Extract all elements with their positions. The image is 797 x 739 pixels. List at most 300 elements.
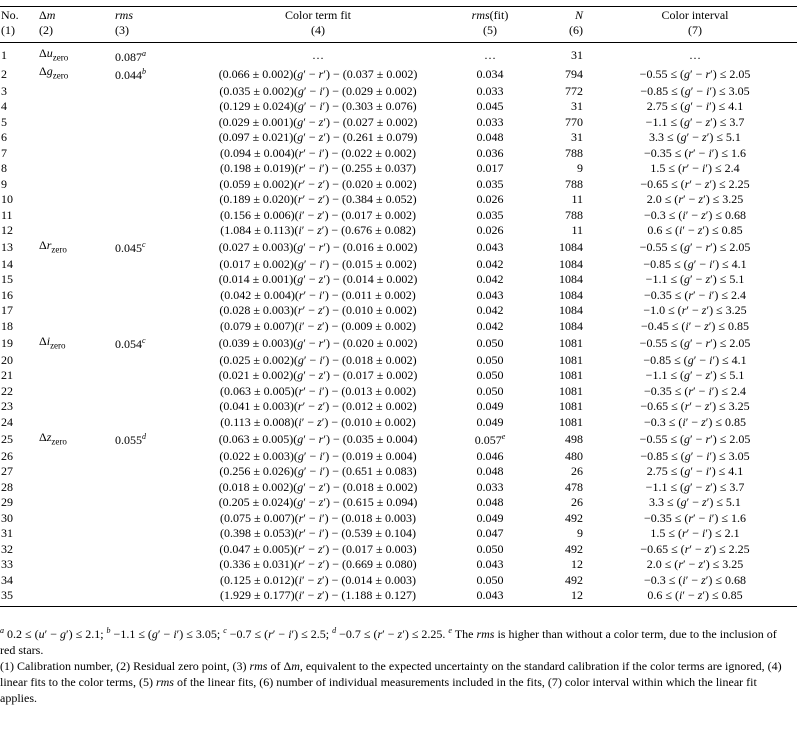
header-no: No.: [0, 7, 37, 23]
cell-delta-m: [37, 448, 113, 464]
table-row: [0, 463, 797, 479]
cell-n-measurements: 772: [565, 83, 583, 98]
cell-color-interval: 3.3 ≤ (g′ − z′) ≤ 5.1: [649, 130, 741, 145]
cell-row-number: 4: [1, 99, 7, 114]
cell-delta-m: [37, 479, 113, 495]
cell-rms-fit: 0.042: [476, 303, 504, 318]
header-delta-m: Δm: [37, 7, 113, 23]
cell-n-measurements: 1084: [559, 256, 583, 271]
cell-rms-value: [113, 176, 185, 192]
cell-rms-fit: 0.043: [476, 557, 504, 572]
header-num-7: (7): [593, 23, 797, 43]
cell-n-measurements: 788: [565, 176, 583, 191]
table-row: [0, 129, 797, 145]
cell-n-measurements: 1081: [559, 383, 583, 398]
cell-color-term-fit: (0.014 ± 0.001)(g′ − z′) − (0.014 ± 0.002): [218, 272, 418, 287]
cell-delta-m: [37, 352, 113, 368]
cell-rms-value: [113, 399, 185, 415]
cell-rms-fit: 0.017: [476, 161, 504, 176]
cell-rms-fit: 0.050: [476, 541, 504, 556]
cell-color-interval: −1.1 ≤ (g′ − z′) ≤ 3.7: [645, 114, 745, 129]
cell-color-term-fit: (0.063 ± 0.005)(r′ − i′) − (0.013 ± 0.002): [220, 383, 416, 398]
cell-rms-value: [113, 222, 185, 238]
cell-rms-value: 0.054$^c$: [115, 336, 146, 352]
cell-row-number: 8: [1, 161, 7, 176]
cell-row-number: 25: [1, 431, 13, 446]
cell-color-interval: −0.3 ≤ (i′ − z′) ≤ 0.68: [644, 572, 746, 587]
cell-row-number: 18: [1, 318, 13, 333]
cell-row-number: 6: [1, 130, 7, 145]
table-row: [0, 114, 797, 130]
cell-rms-value: [113, 160, 185, 176]
table-row: [0, 256, 797, 272]
cell-color-interval: −0.85 ≤ (g′ − i′) ≤ 3.05: [640, 448, 750, 463]
cell-color-term-fit: (0.018 ± 0.002)(g′ − z′) − (0.018 ± 0.002): [218, 479, 418, 494]
cell-rms-fit: 0.036: [476, 145, 504, 160]
color-term-table: [0, 6, 797, 607]
table-row: [0, 399, 797, 415]
cell-row-number: 29: [1, 495, 13, 510]
cell-row-number: 31: [1, 526, 13, 541]
table-row: [0, 287, 797, 303]
cell-rms-fit: 0.049: [476, 414, 504, 429]
cell-rms-fit: 0.045: [476, 99, 504, 114]
cell-delta-m: [37, 368, 113, 384]
cell-color-term-fit: (0.022 ± 0.003)(g′ − i′) − (0.019 ± 0.004): [219, 448, 417, 463]
table-row: [0, 430, 797, 448]
table-row: [0, 587, 797, 606]
cell-color-term-fit: (0.113 ± 0.008)(i′ − z′) − (0.010 ± 0.002): [220, 414, 416, 429]
cell-delta-m: [37, 176, 113, 192]
cell-color-interval: −1.1 ≤ (g′ − z′) ≤ 3.7: [645, 479, 745, 494]
cell-rms-fit: 0.035: [476, 207, 504, 222]
cell-rms-value: [113, 256, 185, 272]
cell-delta-m: [37, 191, 113, 207]
cell-color-term-fit: (0.256 ± 0.026)(g′ − i′) − (0.651 ± 0.083): [219, 464, 417, 479]
cell-row-number: 20: [1, 352, 13, 367]
cell-rms-value: [113, 352, 185, 368]
cell-delta-m: [37, 256, 113, 272]
cell-color-interval: −0.45 ≤ (i′ − z′) ≤ 0.85: [641, 318, 749, 333]
cell-color-interval: −0.55 ≤ (g′ − r′) ≤ 2.05: [639, 66, 751, 81]
cell-rms-value: [113, 287, 185, 303]
cell-color-term-fit: (0.097 ± 0.021)(g′ − z′) − (0.261 ± 0.079): [218, 130, 418, 145]
cell-rms-value: 0.044$^b$: [115, 67, 146, 83]
cell-rms-fit: 0.047: [476, 526, 504, 541]
cell-row-number: 32: [1, 541, 13, 556]
cell-n-measurements: 1084: [559, 318, 583, 333]
cell-delta-m: [37, 222, 113, 238]
cell-color-interval: −0.85 ≤ (g′ − i′) ≤ 4.1: [643, 352, 747, 367]
cell-n-measurements: 788: [565, 145, 583, 160]
cell-rms-fit: 0.034: [476, 66, 504, 81]
cell-color-term-fit: (0.059 ± 0.002)(r′ − z′) − (0.020 ± 0.002): [219, 176, 417, 191]
cell-row-number: 23: [1, 399, 13, 414]
cell-color-interval: 2.75 ≤ (g′ − i′) ≤ 4.1: [646, 464, 744, 479]
header-num-1: (1): [0, 23, 37, 43]
cell-row-number: 12: [1, 223, 13, 238]
cell-color-interval: −0.55 ≤ (g′ − r′) ≤ 2.05: [639, 335, 751, 350]
cell-delta-m: $\Delta u_{zero}$: [39, 46, 69, 63]
table-row: [0, 207, 797, 223]
header-num-2: (2): [37, 23, 113, 43]
cell-color-term-fit: (0.094 ± 0.004)(r′ − i′) − (0.022 ± 0.002): [220, 145, 416, 160]
cell-row-number: 3: [1, 83, 7, 98]
cell-rms-value: [113, 207, 185, 223]
cell-rms-fit: 0.050: [476, 335, 504, 350]
table-row: [0, 448, 797, 464]
cell-row-number: 16: [1, 287, 13, 302]
cell-rms-value: [113, 587, 185, 606]
header-row-labels: [0, 7, 797, 23]
cell-rms-value: [113, 463, 185, 479]
header-n: N: [529, 7, 593, 23]
cell-rms-fit: 0.048: [476, 495, 504, 510]
cell-color-interval: 2.75 ≤ (g′ − i′) ≤ 4.1: [646, 99, 744, 114]
cell-n-measurements: 11: [571, 223, 583, 238]
cell-row-number: 30: [1, 510, 13, 525]
cell-color-term-fit: (0.041 ± 0.003)(r′ − z′) − (0.012 ± 0.002): [219, 399, 417, 414]
cell-delta-m: [37, 510, 113, 526]
cell-row-number: 24: [1, 414, 13, 429]
cell-rms-value: [113, 83, 185, 99]
header-num-5: (5): [451, 23, 529, 43]
table-row: [0, 334, 797, 352]
table-row: [0, 368, 797, 384]
cell-rms-value: [113, 510, 185, 526]
cell-rms-fit: 0.049: [476, 399, 504, 414]
cell-row-number: 22: [1, 383, 13, 398]
cell-color-interval: 2.0 ≤ (r′ − z′) ≤ 3.25: [646, 192, 744, 207]
cell-n-measurements: 26: [571, 464, 583, 479]
table-row: [0, 556, 797, 572]
cell-color-term-fit: (0.039 ± 0.003)(g′ − r′) − (0.020 ± 0.002): [218, 335, 418, 350]
cell-row-number: 15: [1, 272, 13, 287]
cell-color-interval: 3.3 ≤ (g′ − z′) ≤ 5.1: [649, 495, 741, 510]
cell-color-interval: …: [689, 48, 701, 63]
cell-color-term-fit: (0.027 ± 0.003)(g′ − r′) − (0.016 ± 0.002): [218, 239, 418, 254]
cell-color-interval: 0.6 ≤ (i′ − z′) ≤ 0.85: [593, 587, 797, 606]
cell-n-measurements: 794: [565, 66, 583, 81]
table-row: [0, 64, 797, 82]
table-row: [0, 176, 797, 192]
cell-color-interval: 0.6 ≤ (i′ − z′) ≤ 0.85: [647, 223, 743, 238]
cell-color-interval: −0.35 ≤ (r′ − i′) ≤ 1.6: [644, 145, 746, 160]
cell-rms-fit: 0.048: [476, 464, 504, 479]
cell-row-number: 21: [1, 368, 13, 383]
cell-rms-value: [113, 556, 185, 572]
cell-color-term-fit: (1.929 ± 0.177)(i′ − z′) − (1.188 ± 0.127): [185, 587, 451, 606]
cell-delta-m: [37, 414, 113, 430]
cell-n-measurements: 1084: [559, 239, 583, 254]
cell-n-measurements: 1081: [559, 335, 583, 350]
cell-row-number: 34: [1, 572, 13, 587]
cell-color-interval: −1.1 ≤ (g′ − z′) ≤ 5.1: [645, 368, 745, 383]
cell-color-term-fit: (0.021 ± 0.002)(g′ − z′) − (0.017 ± 0.002): [218, 368, 418, 383]
cell-n-measurements: 1081: [559, 414, 583, 429]
cell-color-interval: −0.3 ≤ (i′ − z′) ≤ 0.85: [644, 414, 746, 429]
cell-rms-value: [113, 448, 185, 464]
cell-rms-fit: 0.046: [476, 448, 504, 463]
cell-n-measurements: 492: [565, 572, 583, 587]
cell-delta-m: [37, 541, 113, 557]
cell-row-number: 26: [1, 448, 13, 463]
cell-rms-fit: 0.043: [476, 287, 504, 302]
cell-delta-m: [37, 272, 113, 288]
table-row: [0, 494, 797, 510]
cell-n-measurements: 11: [571, 192, 583, 207]
table-row: [0, 303, 797, 319]
cell-color-interval: −0.65 ≤ (r′ − z′) ≤ 3.25: [640, 399, 750, 414]
cell-delta-m: $\Delta z_{zero}$: [39, 429, 67, 446]
cell-n-measurements: 478: [565, 479, 583, 494]
table-row: [0, 272, 797, 288]
table-row: [0, 83, 797, 99]
cell-n-measurements: 9: [577, 526, 583, 541]
cell-rms-value: 0.087$^a$: [115, 48, 146, 64]
cell-rms-fit: 0.042: [476, 272, 504, 287]
cell-row-number: 5: [1, 114, 7, 129]
cell-n-measurements: 1084: [559, 272, 583, 287]
table-row: [0, 318, 797, 334]
cell-color-term-fit: (0.025 ± 0.002)(g′ − i′) − (0.018 ± 0.002): [219, 352, 417, 367]
cell-rms-fit: 0.042: [476, 318, 504, 333]
cell-row-number: 35: [0, 587, 37, 606]
cell-color-interval: −1.1 ≤ (g′ − z′) ≤ 5.1: [645, 272, 745, 287]
cell-row-number: 33: [1, 557, 13, 572]
cell-n-measurements: 26: [571, 495, 583, 510]
cell-rms-value: [113, 272, 185, 288]
cell-color-interval: −0.35 ≤ (r′ − i′) ≤ 2.4: [644, 287, 746, 302]
cell-color-interval: −0.55 ≤ (g′ − r′) ≤ 2.05: [639, 239, 751, 254]
cell-row-number: 10: [1, 192, 13, 207]
cell-rms-value: [113, 572, 185, 588]
cell-row-number: 13: [1, 239, 13, 254]
cell-rms-fit: 0.043: [451, 587, 529, 606]
cell-rms-fit: 0.033: [476, 479, 504, 494]
cell-rms-fit: 0.026: [476, 223, 504, 238]
cell-delta-m: $\Delta r_{zero}$: [39, 237, 67, 255]
cell-color-term-fit: (0.398 ± 0.053)(r′ − i′) − (0.539 ± 0.104): [220, 526, 416, 541]
cell-rms-value: 0.055$^d$: [115, 432, 146, 448]
cell-rms-value: [113, 383, 185, 399]
cell-n-measurements: 9: [577, 161, 583, 176]
table-row: [0, 352, 797, 368]
cell-color-term-fit: (0.079 ± 0.007)(i′ − z′) − (0.009 ± 0.002): [220, 318, 416, 333]
cell-delta-m: [37, 463, 113, 479]
cell-rms-fit: 0.057e: [474, 432, 506, 448]
cell-color-interval: −0.3 ≤ (i′ − z′) ≤ 0.68: [644, 207, 746, 222]
cell-n-measurements: 1081: [559, 352, 583, 367]
cell-n-measurements: 31: [571, 130, 583, 145]
cell-rms-fit: 0.042: [476, 256, 504, 271]
header-row-numbers: [0, 23, 797, 43]
cell-rms-fit: 0.050: [476, 368, 504, 383]
table-row: [0, 222, 797, 238]
cell-n-measurements: 1081: [559, 368, 583, 383]
cell-rms-value: [113, 191, 185, 207]
cell-color-term-fit: (0.047 ± 0.005)(r′ − z′) − (0.017 ± 0.003): [219, 541, 417, 556]
cell-rms-value: [113, 414, 185, 430]
cell-rms-value: [113, 303, 185, 319]
header-rms: rms: [113, 7, 185, 23]
cell-n-measurements: 31: [571, 99, 583, 114]
cell-rms-fit: …: [484, 48, 496, 63]
cell-n-measurements: 1084: [559, 303, 583, 318]
table-row: [0, 238, 797, 256]
table-row: [0, 145, 797, 161]
cell-n-measurements: 492: [565, 510, 583, 525]
cell-rms-value: [113, 145, 185, 161]
cell-rms-value: 0.045$^c$: [115, 240, 146, 256]
header-rms-fit: rms(fit): [451, 7, 529, 23]
cell-row-number: 11: [1, 207, 13, 222]
cell-color-interval: −0.65 ≤ (r′ − z′) ≤ 2.25: [640, 176, 750, 191]
cell-row-number: 17: [1, 303, 13, 318]
cell-delta-m: [37, 129, 113, 145]
cell-delta-m: [37, 399, 113, 415]
column-descriptions: (1) Calibration number, (2) Residual zero point, (3) rms of Δm, equivalent to the expected uncertainty on the standard calibration if the color terms are ignored, (4) linear fits to the color terms, (5) rms of the linear fits, (6) number of individual measurements included in the fits, (7) color interval within which the linear fit applies.: [0, 659, 782, 705]
cell-n-measurements: 492: [565, 541, 583, 556]
cell-rms-value: [113, 494, 185, 510]
cell-color-interval: −0.85 ≤ (g′ − i′) ≤ 4.1: [643, 256, 747, 271]
cell-delta-m: [37, 383, 113, 399]
cell-color-term-fit: (0.156 ± 0.006)(i′ − z′) − (0.017 ± 0.002): [220, 207, 416, 222]
cell-n-measurements: 480: [565, 448, 583, 463]
cell-color-interval: −1.0 ≤ (r′ − z′) ≤ 3.25: [643, 303, 747, 318]
cell-color-term-fit: (0.017 ± 0.002)(g′ − i′) − (0.015 ± 0.002): [219, 256, 417, 271]
cell-rms-fit: 0.033: [476, 83, 504, 98]
cell-rms-value: [113, 525, 185, 541]
header-color-interval: Color interval: [593, 7, 797, 23]
cell-delta-m: [37, 98, 113, 114]
cell-color-term-fit: (0.066 ± 0.002)(g′ − r′) − (0.037 ± 0.002): [218, 66, 418, 81]
cell-rms-fit: 0.035: [476, 176, 504, 191]
cell-color-interval: −0.55 ≤ (g′ − r′) ≤ 2.05: [639, 431, 751, 446]
cell-n-measurements: 1081: [559, 399, 583, 414]
cell-rms-fit: 0.043: [476, 239, 504, 254]
cell-color-interval: −0.85 ≤ (g′ − i′) ≤ 3.05: [640, 83, 750, 98]
cell-row-number: 7: [1, 145, 7, 160]
cell-color-interval: 2.0 ≤ (r′ − z′) ≤ 3.25: [646, 557, 744, 572]
cell-rms-value: [113, 114, 185, 130]
cell-delta-m: [37, 572, 113, 588]
cell-delta-m: [37, 114, 113, 130]
cell-color-term-fit: (0.063 ± 0.005)(g′ − r′) − (0.035 ± 0.004): [218, 431, 418, 446]
cell-color-interval: 1.5 ≤ (r′ − i′) ≤ 2.4: [650, 161, 740, 176]
cell-delta-m: [37, 83, 113, 99]
cell-rms-fit: 0.048: [476, 130, 504, 145]
header-color-term-fit: Color term fit: [185, 7, 451, 23]
cell-rms-fit: 0.026: [476, 192, 504, 207]
table-notes: [0, 626, 795, 706]
cell-delta-m: $\Delta i_{zero}$: [39, 333, 66, 351]
table-row: [0, 572, 797, 588]
table-row: [0, 383, 797, 399]
cell-n-measurements: 31: [571, 48, 583, 63]
cell-row-number: 1: [1, 48, 7, 63]
cell-color-term-fit: (0.125 ± 0.012)(i′ − z′) − (0.014 ± 0.003): [220, 572, 416, 587]
cell-delta-m: [37, 318, 113, 334]
cell-n-measurements: 788: [565, 207, 583, 222]
cell-color-term-fit: (0.075 ± 0.007)(r′ − i′) − (0.018 ± 0.003): [220, 510, 416, 525]
cell-rms-value: [113, 318, 185, 334]
cell-row-number: 19: [1, 335, 13, 350]
cell-color-term-fit: …: [312, 48, 324, 63]
footnote-line: $^a$ 0.2 ≤ (u′ − g′) ≤ 2.1; $^b$ −1.1 ≤ (g′ − i′) ≤ 3.05; $^c$ −0.7 ≤ (r′ − i′) ≤ 2.5; $^d$ −0.7 ≤ (r′ − z′) ≤ 2.25. $^e$ The rms is higher than without a color term, due to the inclusion of red stars.: [0, 626, 777, 657]
cell-row-number: 28: [1, 479, 13, 494]
cell-delta-m: [37, 587, 113, 606]
cell-delta-m: [37, 287, 113, 303]
cell-delta-m: [37, 525, 113, 541]
cell-rms-value: [113, 479, 185, 495]
cell-rms-value: [113, 98, 185, 114]
cell-n-measurements: 498: [565, 431, 583, 446]
cell-color-interval: −0.35 ≤ (r′ − i′) ≤ 2.4: [644, 383, 746, 398]
cell-rms-value: [113, 368, 185, 384]
cell-color-term-fit: (0.035 ± 0.002)(g′ − i′) − (0.029 ± 0.002): [219, 83, 417, 98]
cell-color-term-fit: (0.205 ± 0.024)(g′ − z′) − (0.615 ± 0.094): [218, 495, 418, 510]
table-row: [0, 525, 797, 541]
header-num-6: (6): [529, 23, 593, 43]
cell-color-term-fit: (0.029 ± 0.001)(g′ − z′) − (0.027 ± 0.002): [218, 114, 418, 129]
cell-delta-m: [37, 207, 113, 223]
cell-delta-m: [37, 303, 113, 319]
cell-delta-m: [37, 145, 113, 161]
header-num-4: (4): [185, 23, 451, 43]
cell-row-number: 14: [1, 256, 13, 271]
table-row: [0, 98, 797, 114]
cell-rms-value: [113, 129, 185, 145]
cell-n-measurements: 12: [529, 587, 593, 606]
table-row: [0, 160, 797, 176]
cell-n-measurements: 12: [571, 557, 583, 572]
cell-color-interval: −0.35 ≤ (r′ − i′) ≤ 1.6: [644, 510, 746, 525]
cell-n-measurements: 770: [565, 114, 583, 129]
cell-rms-fit: 0.050: [476, 383, 504, 398]
cell-delta-m: [37, 556, 113, 572]
cell-row-number: 2: [1, 66, 7, 81]
table-row: [0, 510, 797, 526]
cell-color-interval: 1.5 ≤ (r′ − i′) ≤ 2.1: [650, 526, 740, 541]
cell-color-term-fit: (0.042 ± 0.004)(r′ − i′) − (0.011 ± 0.002): [220, 287, 416, 302]
cell-rms-fit: 0.050: [476, 572, 504, 587]
cell-color-term-fit: (0.336 ± 0.031)(r′ − z′) − (0.669 ± 0.080): [219, 557, 417, 572]
cell-delta-m: [37, 494, 113, 510]
cell-rms-value: [113, 541, 185, 557]
cell-color-term-fit: (0.129 ± 0.024)(g′ − i′) − (0.303 ± 0.076): [219, 99, 417, 114]
cell-delta-m: $\Delta g_{zero}$: [39, 64, 69, 81]
table-row: [0, 479, 797, 495]
cell-rms-fit: 0.049: [476, 510, 504, 525]
table-row: [0, 43, 797, 65]
cell-color-term-fit: (0.189 ± 0.020)(r′ − z′) − (0.384 ± 0.052): [219, 192, 417, 207]
cell-row-number: 9: [1, 176, 7, 191]
cell-rms-fit: 0.050: [476, 352, 504, 367]
table-body: [0, 43, 797, 607]
cell-color-term-fit: (0.028 ± 0.003)(r′ − z′) − (0.010 ± 0.002): [219, 303, 417, 318]
cell-color-term-fit: (0.198 ± 0.019)(r′ − i′) − (0.255 ± 0.037): [220, 161, 416, 176]
table-row: [0, 414, 797, 430]
table-row: [0, 541, 797, 557]
cell-delta-m: [37, 160, 113, 176]
cell-rms-fit: 0.033: [476, 114, 504, 129]
cell-color-interval: −0.65 ≤ (r′ − z′) ≤ 2.25: [640, 541, 750, 556]
cell-row-number: 27: [1, 464, 13, 479]
table-row: [0, 191, 797, 207]
cell-color-term-fit: (1.084 ± 0.113)(i′ − z′) − (0.676 ± 0.082): [220, 223, 416, 238]
header-num-3: (3): [113, 23, 185, 43]
